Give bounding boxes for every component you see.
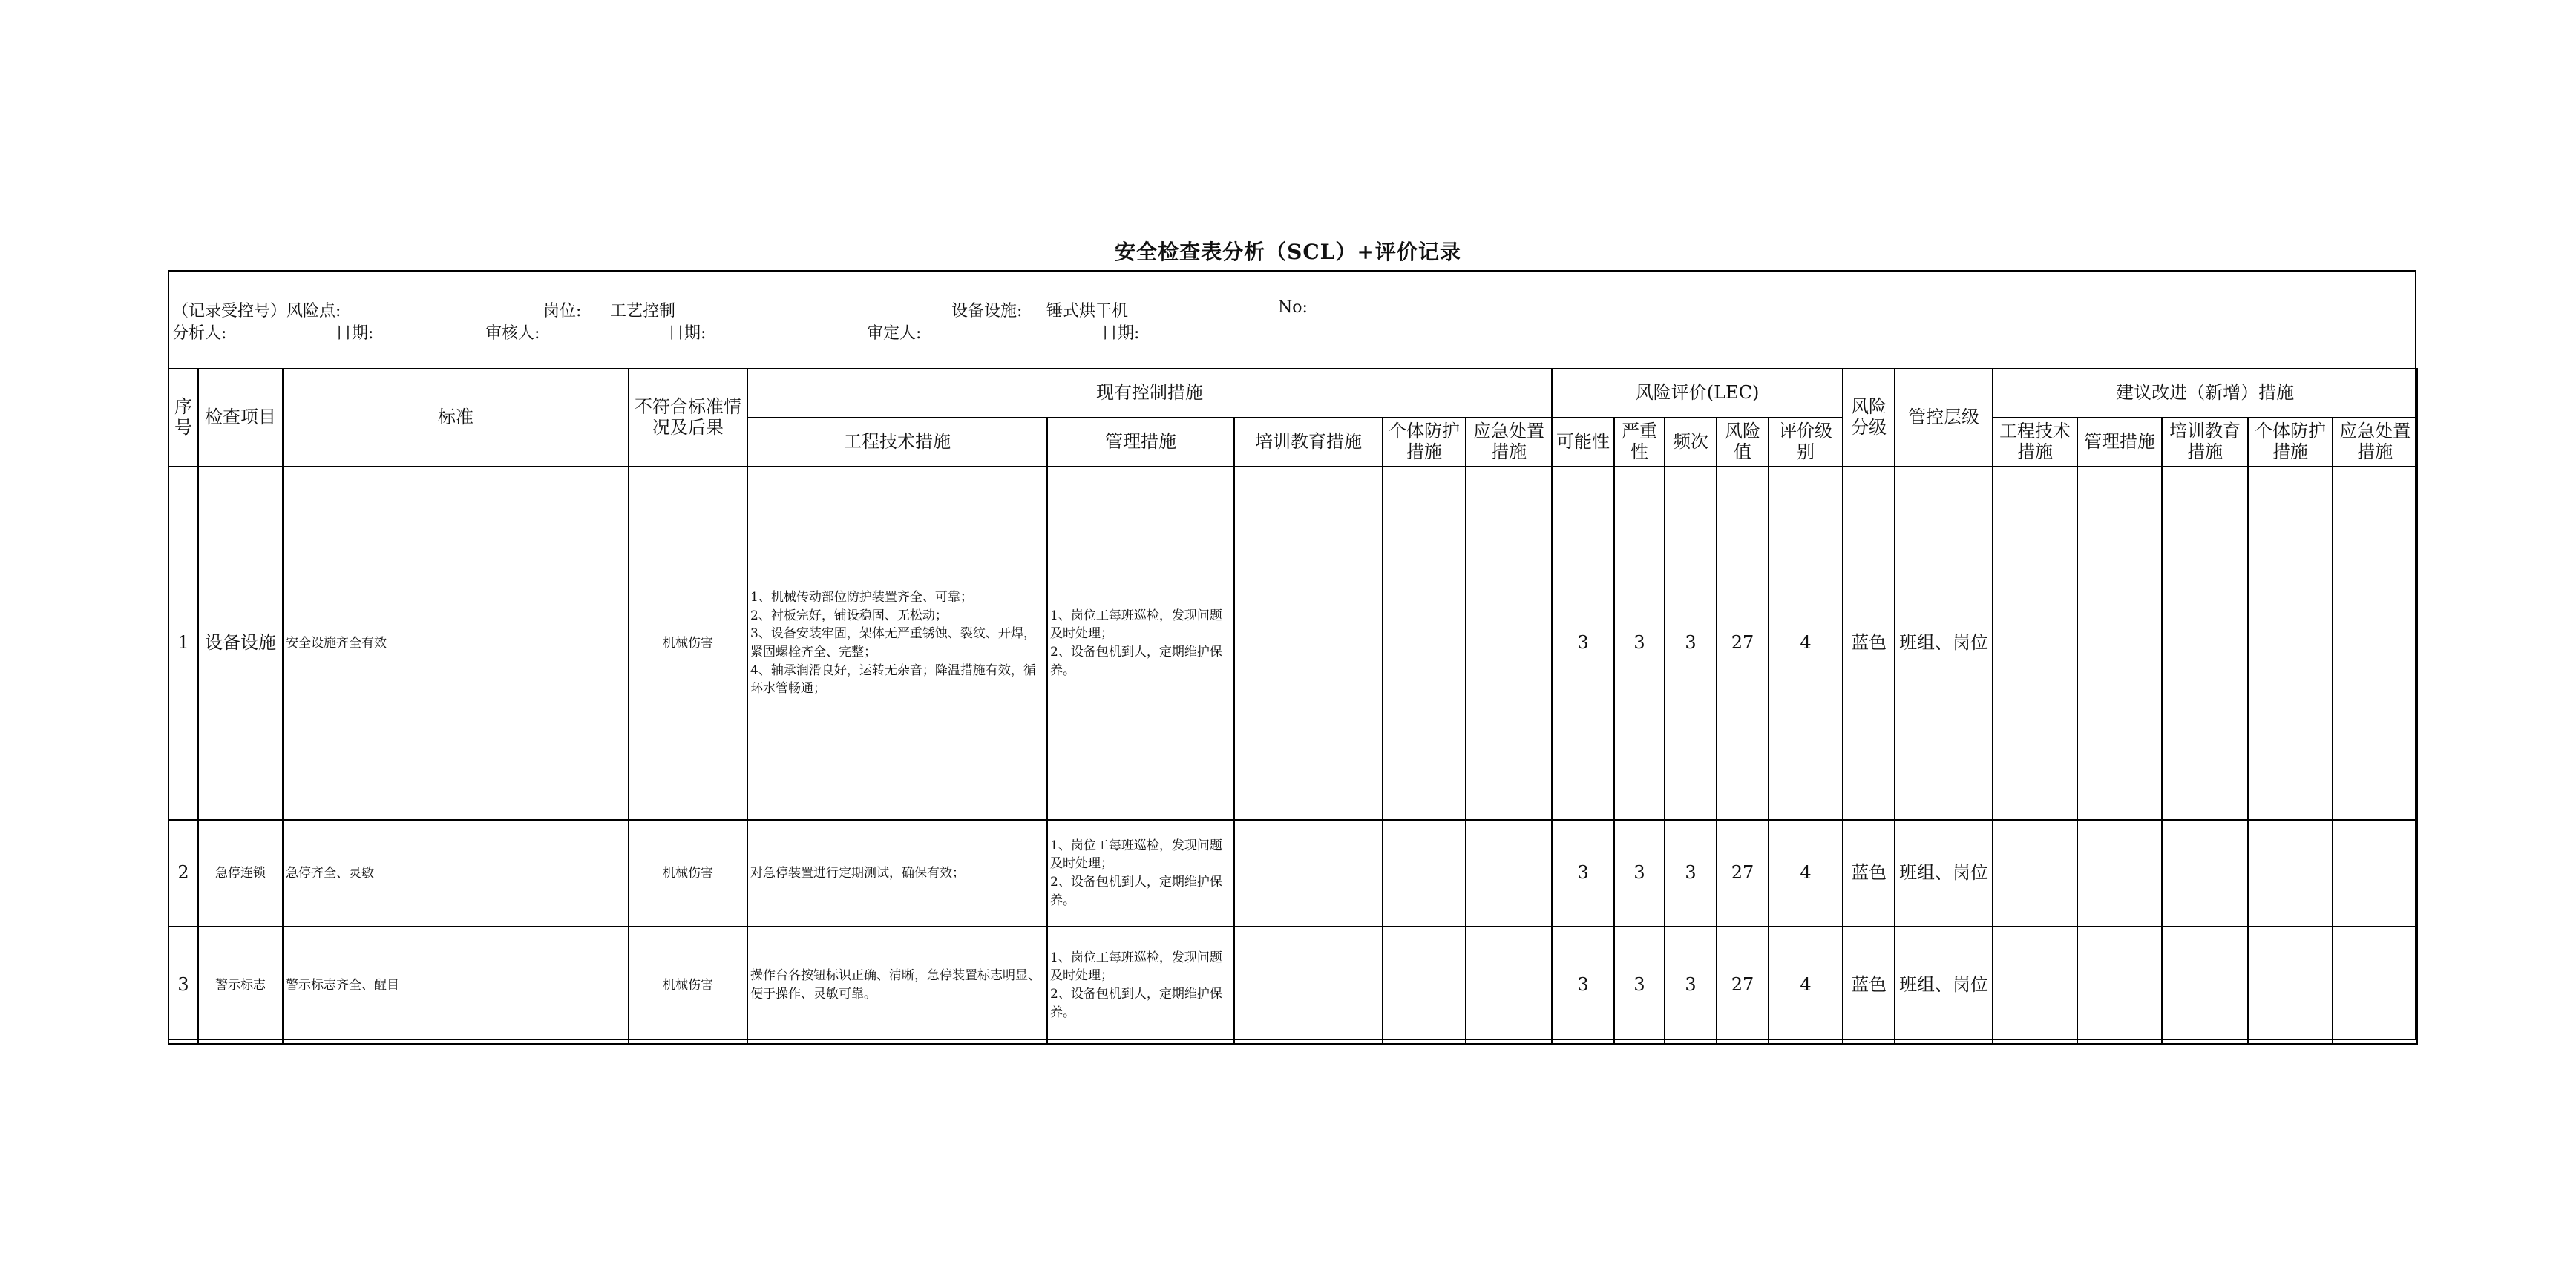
header-c: 频次	[1665, 418, 1717, 467]
equipment-label: 设备设施:	[951, 302, 1023, 321]
cell-d: 27	[1717, 467, 1769, 820]
cell-s-ppe	[2248, 467, 2333, 820]
cell-item: 设备设施	[198, 467, 283, 820]
cell-s-eng	[1993, 927, 2077, 1044]
cell-s-emergency	[2333, 927, 2417, 1044]
cell-ppe	[1383, 467, 1466, 820]
header-risk-level: 风险分级	[1843, 369, 1895, 467]
cell-l: 3	[1552, 467, 1614, 820]
cell-item: 警示标志	[198, 927, 283, 1044]
cell-training	[1234, 467, 1383, 820]
post-value: 工艺控制	[610, 302, 676, 321]
cell-l: 3	[1552, 927, 1614, 1044]
cell-l: 3	[1552, 820, 1614, 927]
cell-emergency	[1466, 927, 1552, 1044]
cell-mgmt: 1、岗位工每班巡检，发现问题及时处理； 2、设备包机到人，定期维护保养。	[1047, 467, 1234, 820]
cell-training	[1234, 927, 1383, 1044]
table-row	[168, 927, 2417, 1044]
cell-c: 3	[1665, 927, 1717, 1044]
header-ppe: 个体防护措施	[1383, 418, 1466, 467]
cell-s-emergency	[2333, 467, 2417, 820]
header-s-eng: 工程技术措施	[1993, 418, 2077, 467]
record-no-label: （记录受控号）风险点:	[172, 302, 341, 321]
cell-mgmt: 1、岗位工每班巡检，发现问题及时处理； 2、设备包机到人，定期维护保养。	[1047, 927, 1234, 1044]
approver-date-label: 日期:	[1101, 324, 1140, 343]
reviewer-date-label: 日期:	[668, 324, 707, 343]
cell-risk-level: 蓝色	[1843, 467, 1895, 820]
cell-seq: 1	[168, 467, 198, 820]
post-label: 岗位:	[543, 302, 582, 321]
cell-grade: 4	[1769, 467, 1843, 820]
header-grade: 评价级别	[1769, 418, 1843, 467]
cell-c: 3	[1665, 820, 1717, 927]
cell-standard: 安全设施齐全有效	[283, 467, 629, 820]
header-nonconform: 不符合标准情 况及后果	[629, 369, 747, 467]
header-item: 检查项目	[198, 369, 283, 467]
cell-d: 27	[1717, 820, 1769, 927]
cell-s-mgmt	[2077, 467, 2162, 820]
cell-seq: 3	[168, 927, 198, 1044]
cell-eng: 1、机械传动部位防护装置齐全、可靠； 2、衬板完好，铺设稳固、无松动； 3、设备安装牢固，架体无严重锈蚀、裂纹、开焊，紧固螺栓齐全、完整； 4、轴承润滑良好，运转无杂音；降温措施有效，循环水管畅通；	[747, 467, 1047, 820]
header-standard: 标准	[283, 369, 629, 467]
cell-grade: 4	[1769, 927, 1843, 1044]
header-s-ppe: 个体防护措施	[2248, 418, 2333, 467]
header-training: 培训教育措施	[1234, 418, 1383, 467]
cell-training	[1234, 820, 1383, 927]
cell-mgmt: 1、岗位工每班巡检，发现问题及时处理； 2、设备包机到人，定期维护保养。	[1047, 820, 1234, 927]
cell-standard: 警示标志齐全、醒目	[283, 927, 629, 1044]
cell-seq: 2	[168, 820, 198, 927]
cell-standard: 急停齐全、灵敏	[283, 820, 629, 927]
cell-s-training	[2162, 820, 2248, 927]
cell-s-mgmt	[2077, 820, 2162, 927]
header-existing-measures: 现有控制措施	[747, 369, 1552, 418]
cell-s-ppe	[2248, 927, 2333, 1044]
cell-nonconform: 机械伤害	[629, 820, 747, 927]
cell-s-ppe	[2248, 820, 2333, 927]
header-s-training: 培训教育措施	[2162, 418, 2248, 467]
cell-grade: 4	[1769, 820, 1843, 927]
table-row	[168, 820, 2417, 927]
header-e: 严重性	[1614, 418, 1665, 467]
scl-table	[168, 368, 2418, 1045]
header-eng: 工程技术措施	[747, 418, 1047, 467]
cell-ppe	[1383, 927, 1466, 1044]
cell-s-training	[2162, 467, 2248, 820]
cell-emergency	[1466, 820, 1552, 927]
cell-s-eng	[1993, 467, 2077, 820]
header-s-mgmt: 管理措施	[2077, 418, 2162, 467]
reviewer-label: 审核人:	[485, 324, 540, 343]
header-suggest-measures: 建议改进（新增）措施	[1993, 369, 2417, 418]
cell-s-mgmt	[2077, 927, 2162, 1044]
analyst-label: 分析人:	[172, 324, 227, 343]
cell-s-eng	[1993, 820, 2077, 927]
cell-s-emergency	[2333, 820, 2417, 927]
cell-item: 急停连锁	[198, 820, 283, 927]
header-control-level: 管控层级	[1895, 369, 1993, 467]
cell-control-level: 班组、岗位	[1895, 927, 1993, 1044]
header-d: 风险值	[1717, 418, 1769, 467]
cell-control-level: 班组、岗位	[1895, 820, 1993, 927]
cell-d: 27	[1717, 927, 1769, 1044]
analyst-date-label: 日期:	[335, 324, 374, 343]
cell-control-level: 班组、岗位	[1895, 467, 1993, 820]
cell-e: 3	[1614, 820, 1665, 927]
cell-risk-level: 蓝色	[1843, 927, 1895, 1044]
cell-eng: 操作台各按钮标识正确、清晰，急停装置标志明显、便于操作、灵敏可靠。	[747, 927, 1047, 1044]
page-title: 安全检查表分析（SCL）+评价记录	[1115, 240, 1461, 264]
approver-label: 审定人:	[867, 324, 922, 343]
cell-emergency	[1466, 467, 1552, 820]
cell-e: 3	[1614, 927, 1665, 1044]
cell-risk-level: 蓝色	[1843, 820, 1895, 927]
header-l: 可能性	[1552, 418, 1614, 467]
header-lec: 风险评价(LEC)	[1552, 369, 1843, 418]
cell-c: 3	[1665, 467, 1717, 820]
cell-s-training	[2162, 927, 2248, 1044]
cell-ppe	[1383, 820, 1466, 927]
cell-eng: 对急停装置进行定期测试，确保有效；	[747, 820, 1047, 927]
header-s-emergency: 应急处置措施	[2333, 418, 2417, 467]
cell-nonconform: 机械伤害	[629, 927, 747, 1044]
table-row	[168, 467, 2417, 820]
equipment-value: 锤式烘干机	[1046, 302, 1129, 321]
cell-e: 3	[1614, 467, 1665, 820]
header-emergency: 应急处置措施	[1466, 418, 1552, 467]
cell-nonconform: 机械伤害	[629, 467, 747, 820]
record-number-label: No:	[1278, 298, 1308, 317]
header-seq: 序号	[168, 369, 198, 467]
header-mgmt: 管理措施	[1047, 418, 1234, 467]
